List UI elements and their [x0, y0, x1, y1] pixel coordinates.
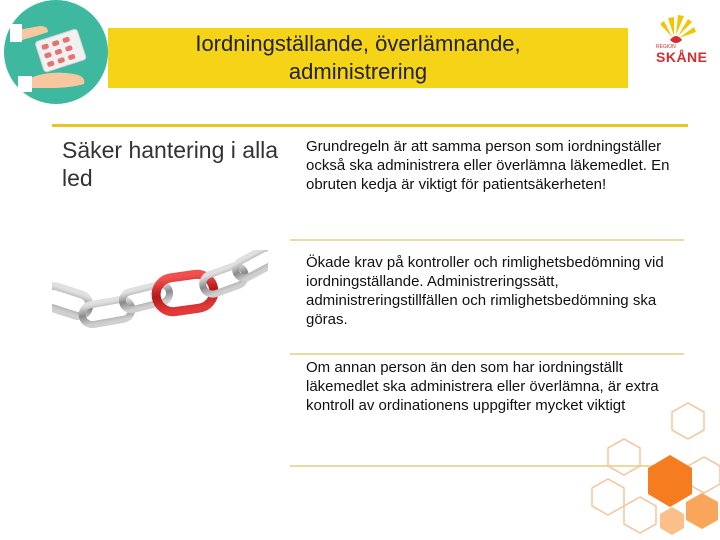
- bullet-text-3: Om annan person än den som har iordningställt läkemedlet ska administrera eller överlämna, är extra kontroll av ordinationens uppgifter mycket viktigt: [306, 359, 659, 414]
- hexagon-pattern-icon: [588, 402, 720, 540]
- bullet-text-2: Ökade krav på kontroller och rimlighetsbedömning vid iordningställande. Administreringssätt, administreringstillfällen och rimlighetsbedömning ska göras.: [306, 254, 664, 328]
- medication-hand-icon: [0, 0, 112, 112]
- page-title: [108, 30, 608, 86]
- page-title-line2: administrering: [288, 59, 428, 84]
- logo-name: SKÅNE: [656, 49, 708, 65]
- divider-2: [290, 353, 684, 355]
- divider-top: [52, 124, 688, 127]
- chain-with-red-link-icon: [52, 250, 268, 346]
- logo-small-text: REGION: [656, 44, 676, 50]
- section-heading: Säker hantering i alla led: [62, 137, 279, 191]
- divider-1: [290, 239, 684, 241]
- bullet-text-1: Grundregeln är att samma person som iordningställer också ska administrera eller överlämna läkemedlet. En obruten kedja är viktigt för patientsäkerheten!: [306, 138, 670, 193]
- page-title-line1: Iordningställande, överlämnande,: [195, 31, 521, 56]
